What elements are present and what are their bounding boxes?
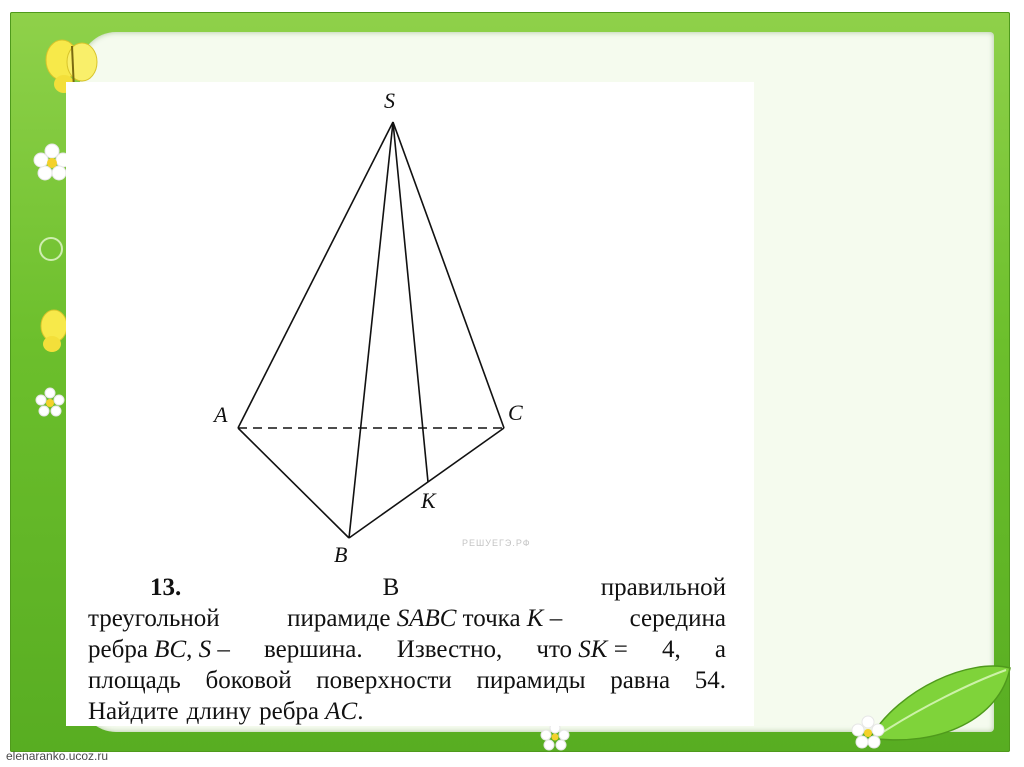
problem-line-2: треугольной пирамиде SABC точка K – середина [88,605,726,632]
vertex-label-a: A [214,402,228,427]
edge-AB [238,428,349,538]
watermark: РЕШУЕГЭ.РФ [462,538,531,548]
problem-line-5: Найдите длину ребра AC. [88,698,364,725]
edge-SA [238,122,393,428]
problem-line-4: площадь боковой поверхности пирамиды равна 54. [88,667,726,694]
edge-SC [393,122,504,428]
problem-line-1: 13. В правильной [150,574,726,601]
problem-number: 13 [150,574,175,601]
vertex-label-c: C [508,400,523,425]
problem-line-3: ребра BC, S – вершина. Известно, что SK = 4, а [88,636,726,663]
vertex-label-b: B [334,542,348,567]
vertex-label-s: S [384,88,395,113]
edge-BC [349,428,504,538]
vertex-label-k: K [421,488,436,513]
site-footer: elenaranko.ucoz.ru [6,749,109,763]
edge-SB [349,122,393,538]
problem-text [88,572,726,727]
